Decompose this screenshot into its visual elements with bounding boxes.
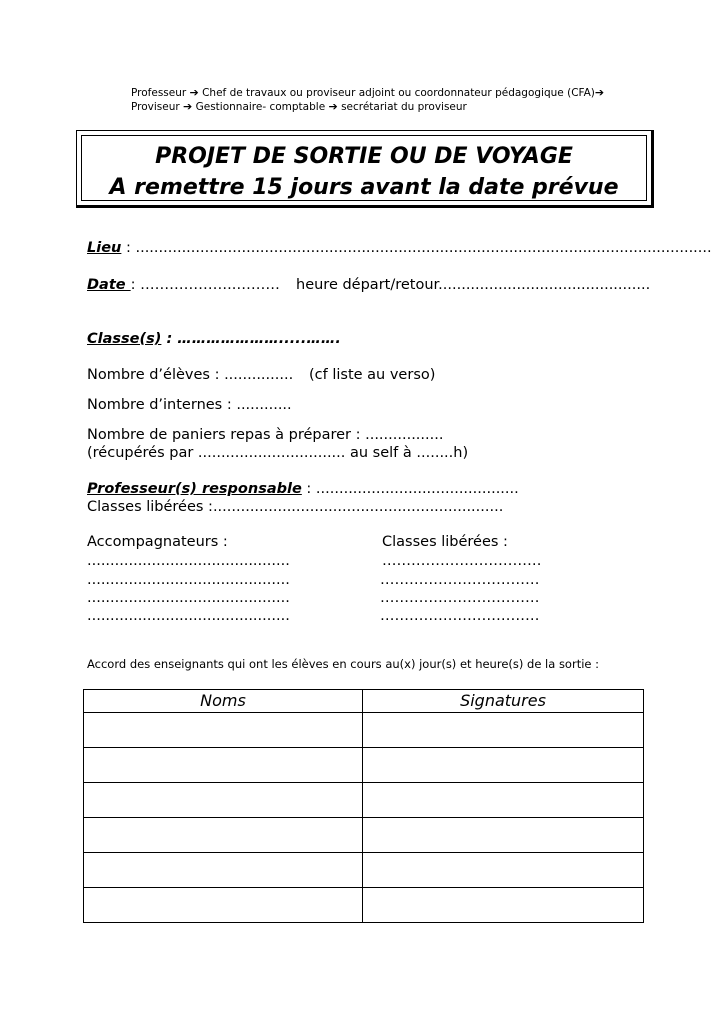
signature-cell[interactable]: [363, 888, 644, 923]
table-row: [84, 818, 644, 853]
table-row: [84, 888, 644, 923]
classes-liberees-label: Classes libérées :: [382, 534, 508, 550]
arrow-right-icon: ➔: [328, 100, 338, 113]
accompagnateurs-label: Accompagnateurs :: [87, 534, 228, 550]
accompagnateur-line[interactable]: ............................................: [87, 553, 290, 569]
accompagnateur-line[interactable]: ............................................: [87, 590, 290, 606]
lieu-dots: : .............................................................................................................................: [121, 240, 712, 256]
classes-field[interactable]: [87, 331, 341, 347]
nom-cell[interactable]: [84, 783, 363, 818]
paniers-field[interactable]: Nombre de paniers repas à préparer : .................: [87, 427, 444, 443]
routing-step-professeur: Professeur: [131, 87, 187, 99]
page-title: PROJET DE SORTIE OU DE VOYAGE: [155, 144, 573, 169]
signatures-table: [83, 689, 644, 923]
routing-step-proviseur: Proviseur: [131, 101, 180, 113]
classes-label: Classe(s): [87, 331, 162, 347]
nb-eleves-field[interactable]: Nombre d’élèves : ...............: [87, 367, 294, 383]
heure-field[interactable]: heure départ/retour..............................................: [296, 277, 651, 293]
routing-step-gestionnaire: Gestionnaire- comptable: [195, 101, 326, 113]
lieu-field[interactable]: [87, 240, 712, 256]
accompagnateur-line[interactable]: ............................................: [87, 608, 290, 624]
signature-cell[interactable]: [363, 818, 644, 853]
signatures-column-header: Signatures: [363, 690, 644, 713]
classes-liberees-field[interactable]: Classes libérées :...............................................................: [87, 499, 504, 515]
arrow-right-icon: ➔: [594, 86, 605, 99]
title-box: [76, 130, 654, 208]
table-row: [84, 713, 644, 748]
lieu-label: Lieu: [87, 240, 122, 256]
recuperes-field[interactable]: (récupérés par ................................ au self à ........h): [87, 445, 469, 461]
accompagnateur-line[interactable]: ............................................: [87, 572, 290, 588]
accord-text: Accord des enseignants qui ont les élèves en cours au(x) jour(s) et heure(s) de la sortie :: [87, 657, 600, 671]
arrow-right-icon: ➔: [183, 100, 193, 113]
signature-cell[interactable]: [363, 783, 644, 818]
classe-liberee-line[interactable]: ……………………………: [380, 590, 540, 606]
nom-cell[interactable]: [84, 888, 363, 923]
routing-step-secretariat: secrétariat du proviseur: [341, 101, 467, 113]
date-label: Date: [87, 277, 131, 293]
routing-line-1: [131, 86, 604, 100]
nom-cell[interactable]: [84, 818, 363, 853]
classes-dots: : ………………….....…….: [161, 331, 341, 347]
table-header-row: [84, 690, 644, 713]
signature-cell[interactable]: [363, 748, 644, 783]
signature-cell[interactable]: [363, 713, 644, 748]
noms-column-header: Noms: [84, 690, 363, 713]
table-row: [84, 783, 644, 818]
routing-step-chef: Chef de travaux ou proviseur adjoint ou coordonnateur pédagogique (CFA): [202, 87, 595, 99]
routing-line-2: [131, 100, 467, 114]
classe-liberee-line[interactable]: ……………………………: [380, 572, 540, 588]
nom-cell[interactable]: [84, 748, 363, 783]
arrow-right-icon: ➔: [189, 86, 199, 99]
page-subtitle: A remettre 15 jours avant la date prévue: [109, 175, 619, 200]
nb-internes-field[interactable]: Nombre d’internes : ............: [87, 397, 292, 413]
title-inner-frame: [81, 135, 647, 201]
cf-liste-note: (cf liste au verso): [309, 367, 436, 383]
classe-liberee-line[interactable]: ……………………………: [382, 553, 542, 569]
prof-responsable-label: Professeur(s) responsable: [87, 481, 302, 497]
prof-responsable-dots: : ............................................: [301, 481, 519, 497]
nom-cell[interactable]: [84, 713, 363, 748]
signature-cell[interactable]: [363, 853, 644, 888]
date-dots: : ………………..………: [130, 277, 280, 293]
table-row: [84, 853, 644, 888]
classe-liberee-line[interactable]: ……………………………: [380, 608, 540, 624]
table-row: [84, 748, 644, 783]
prof-responsable-field[interactable]: [87, 481, 519, 497]
date-field[interactable]: [87, 277, 280, 293]
nom-cell[interactable]: [84, 853, 363, 888]
